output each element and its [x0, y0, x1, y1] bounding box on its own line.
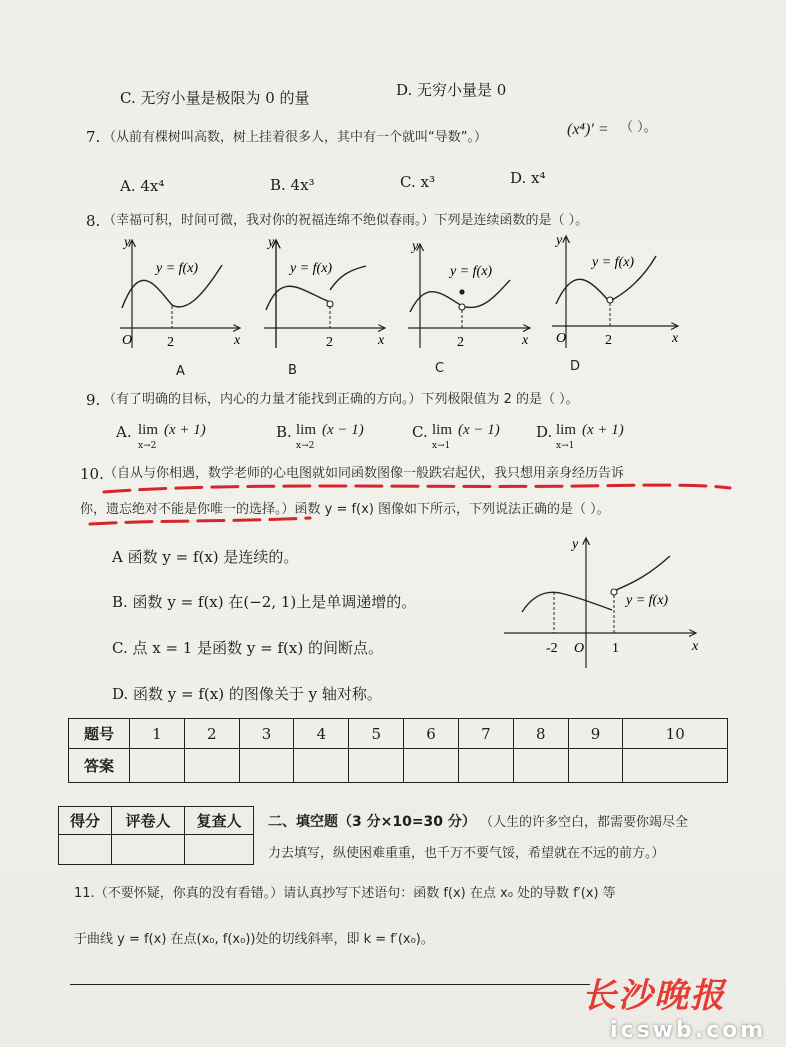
q7-option-a: A. 4x⁴ — [120, 177, 165, 195]
q8-c-axis-x: x — [522, 333, 529, 348]
section2-note-line2: 力去填写，纵使困难重重，也千万不要气馁，希望就在不远的前方。） — [268, 846, 665, 861]
q8-c-label: y = f(x) — [450, 264, 493, 279]
q8-caption-b: B — [288, 363, 297, 378]
answer-cell-2[interactable] — [184, 749, 239, 783]
score-head-score: 得分 — [59, 807, 112, 835]
watermark-brand: 长沙晚报 — [582, 976, 726, 1016]
answer-cell-7[interactable] — [458, 749, 513, 783]
q8-d-label: y = f(x) — [592, 255, 635, 270]
q8-b-tick: 2 — [326, 335, 333, 350]
q8-graph-c — [408, 239, 530, 350]
answer-cell-4[interactable] — [294, 749, 349, 783]
q10-note-line2: 你，遗忘绝对不能是你唯一的选择。）函数 y = f(x) 图像如下所示，下列说法正确的是（ ）。 — [80, 502, 610, 517]
q9-note: （有了明确的目标，内心的力量才能找到正确的方向。）下列极限值为 2 的是（ ）。 — [103, 392, 579, 407]
q8-caption-d: D — [570, 359, 581, 374]
answer-table-head-answer: 答案 — [69, 749, 130, 783]
q11-line2: 于曲线 y = f(x) 在点(x₀, f(x₀))处的切线斜率，即 k = f′(x₀)。 — [74, 932, 434, 947]
answer-cell-8[interactable] — [513, 749, 568, 783]
score-head-reviewer: 复查人 — [185, 807, 254, 835]
q8-a-label: y = f(x) — [156, 261, 199, 276]
score-box — [58, 806, 254, 865]
answer-number-10: 10 — [623, 719, 728, 749]
q8-a-tick: 2 — [167, 335, 174, 350]
q7-option-c: C. x³ — [400, 173, 435, 191]
q10-graph — [500, 532, 710, 672]
q8-c-axis-y: y — [412, 239, 419, 254]
answer-cell-9[interactable] — [568, 749, 623, 783]
answer-cell-3[interactable] — [239, 749, 294, 783]
q8-caption-c: C — [435, 361, 445, 376]
q11-line1 — [74, 884, 616, 904]
answer-number-8: 8 — [513, 719, 568, 749]
q10-option-c: C. 点 x = 1 是函数 y = f(x) 的间断点。 — [112, 639, 383, 657]
q7-note: （从前有棵树叫高数，树上挂着很多人，其中有一个就叫“导数”。） — [103, 130, 487, 145]
q8-a-axis-x: x — [234, 333, 241, 348]
q8-caption-a: A — [176, 364, 185, 379]
q10-option-d: D. 函数 y = f(x) 的图像关于 y 轴对称。 — [112, 685, 382, 703]
q9-number: 9. — [86, 391, 101, 409]
q7-expression: (x⁴)′ = — [567, 121, 609, 138]
q8-d-tick: 2 — [605, 333, 612, 348]
q10-option-b: B. 函数 y = f(x) 在(−2, 1)上是单调递增的。 — [112, 593, 417, 611]
q8-note: （幸福可积，时间可微，我对你的祝福连绵不绝似春雨。）下列是连续函数的是（ ）。 — [103, 213, 589, 228]
q10-tick-neg: -2 — [546, 641, 558, 656]
watermark-url: icswb.com — [610, 1018, 767, 1043]
q10-red-underline — [80, 478, 740, 538]
score-cell-score[interactable] — [59, 835, 112, 865]
q10-axis-y: y — [572, 537, 579, 552]
q10-number: 10. — [80, 465, 104, 483]
q8-d-axis-y: y — [556, 233, 563, 248]
q6-option-c: C. 无穷小量是极限为 0 的量 — [120, 89, 310, 107]
section2-note-line1: （人生的许多空白，都需要你竭尽全 — [480, 815, 689, 830]
score-cell-reviewer[interactable] — [185, 835, 254, 865]
q10-tick-pos: 1 — [612, 641, 619, 656]
q8-a-origin: O — [122, 333, 133, 348]
exam-page: C. 无穷小量是极限为 0 的量 D. 无穷小量是 0 7. （从前有棵树叫高数，树上挂着很多人，其中有一个就叫“导数”。） (x⁴)′ = （ ）。 A. 4x⁴ B. 4x³ C. x³ D. x⁴ 8. （幸福可积，时间可微，我对你的祝福连绵不绝似春雨。）下列是连续函数的是（ ）。 y x O 2 y = f(x) y x 2 y = f(x) y x 2 y = f(x) y x O 2 y = f(x) A B C D 9. （有了明确的目标，内心的力量才能找到正确的方向。）下列极限值为 2 的是（ ）。 A. lim x→2 (x + 1) B. lim x→2 (x − 1) C. lim x→1 (x − 1) D. lim x→1 (x + 1) 10. （自从与你相遇，数学老师的心电图就如同函数图像一般跌宕起伏，我只想用亲身经历告诉 你，遗忘绝对不能是你唯一的选择。）函数 y = f(x) 图像如下所示，下列说法正确的是（ ）。 A 函数 y = f(x) 是连续的。 B. 函数 y = f(x) 在(−2, 1)上是单调递增的。 C. 点 x = 1 是函数 y = f(x) 的间断点。 D. 函数 y = f(x) 的图像关于 y 轴对称。 y x O -2 1 y = f(x) 题号 1 2 3 4 5 6 7 8 9 10 答案 得分 评卷人 复查人 二、填空题（3 分×10=30 分） （人生的许多空白，都需要你竭尽全 力去填写，纵使困难重重，也千万不要气馁，希望就在不远的前方。） 11.（不要怀疑，你真的没有看错。）请认真抄写下述语句：函数 f(x) 在点 x₀ 处的导数 f′(x) 等 于曲线 y = f(x) 在点(x₀, f(x₀))处的切线斜率，即 k = f′(x₀)。 长沙晚报 icswb.com — [0, 0, 786, 1047]
q7-option-d: D. x⁴ — [510, 169, 546, 187]
q11-number: 11. — [74, 886, 95, 901]
q8-graph-a — [120, 235, 241, 350]
answer-number-7: 7 — [458, 719, 513, 749]
q7-option-b: B. 4x³ — [270, 176, 315, 194]
q8-d-axis-x: x — [672, 331, 679, 346]
answer-table — [68, 718, 728, 783]
score-head-grader: 评卷人 — [112, 807, 185, 835]
section2-title: 二、填空题（3 分×10=30 分） — [268, 814, 476, 830]
answer-number-4: 4 — [294, 719, 349, 749]
answer-line[interactable] — [70, 984, 590, 985]
answer-number-1: 1 — [130, 719, 185, 749]
q7-answer-blank: （ ）。 — [620, 120, 657, 135]
q10-origin: O — [574, 641, 585, 656]
q8-c-tick: 2 — [457, 335, 464, 350]
q7-number: 7. — [86, 128, 101, 146]
answer-table-head-number: 题号 — [69, 719, 130, 749]
answer-number-2: 2 — [184, 719, 239, 749]
answer-cell-6[interactable] — [404, 749, 459, 783]
q8-b-axis-y: y — [268, 235, 275, 250]
q8-d-origin: O — [556, 331, 567, 346]
q10-axis-x: x — [692, 639, 699, 654]
q8-graphs — [100, 230, 700, 360]
q10-note-line1: （自从与你相遇，数学老师的心电图就如同函数图像一般跌宕起伏，我只想用亲身经历告诉 — [104, 466, 625, 481]
q8-number: 8. — [86, 212, 101, 230]
score-cell-grader[interactable] — [112, 835, 185, 865]
q8-b-label: y = f(x) — [290, 261, 333, 276]
answer-cell-5[interactable] — [349, 749, 404, 783]
q6-option-d: D. 无穷小量是 0 — [396, 81, 507, 99]
q8-graph-b — [264, 235, 385, 350]
q10-label: y = f(x) — [626, 593, 669, 608]
answer-number-3: 3 — [239, 719, 294, 749]
q10-option-a: A 函数 y = f(x) 是连续的。 — [112, 548, 299, 566]
q11-line1-text: （不要怀疑，你真的没有看错。）请认真抄写下述语句：函数 f(x) 在点 x₀ 处的导数 f′(x) 等 — [94, 886, 616, 901]
q8-graph-d — [552, 233, 679, 348]
answer-number-5: 5 — [349, 719, 404, 749]
answer-number-9: 9 — [568, 719, 623, 749]
answer-cell-10[interactable] — [623, 749, 728, 783]
answer-number-6: 6 — [404, 719, 459, 749]
answer-cell-1[interactable] — [130, 749, 185, 783]
q8-b-axis-x: x — [378, 333, 385, 348]
q8-a-axis-y: y — [124, 235, 131, 250]
